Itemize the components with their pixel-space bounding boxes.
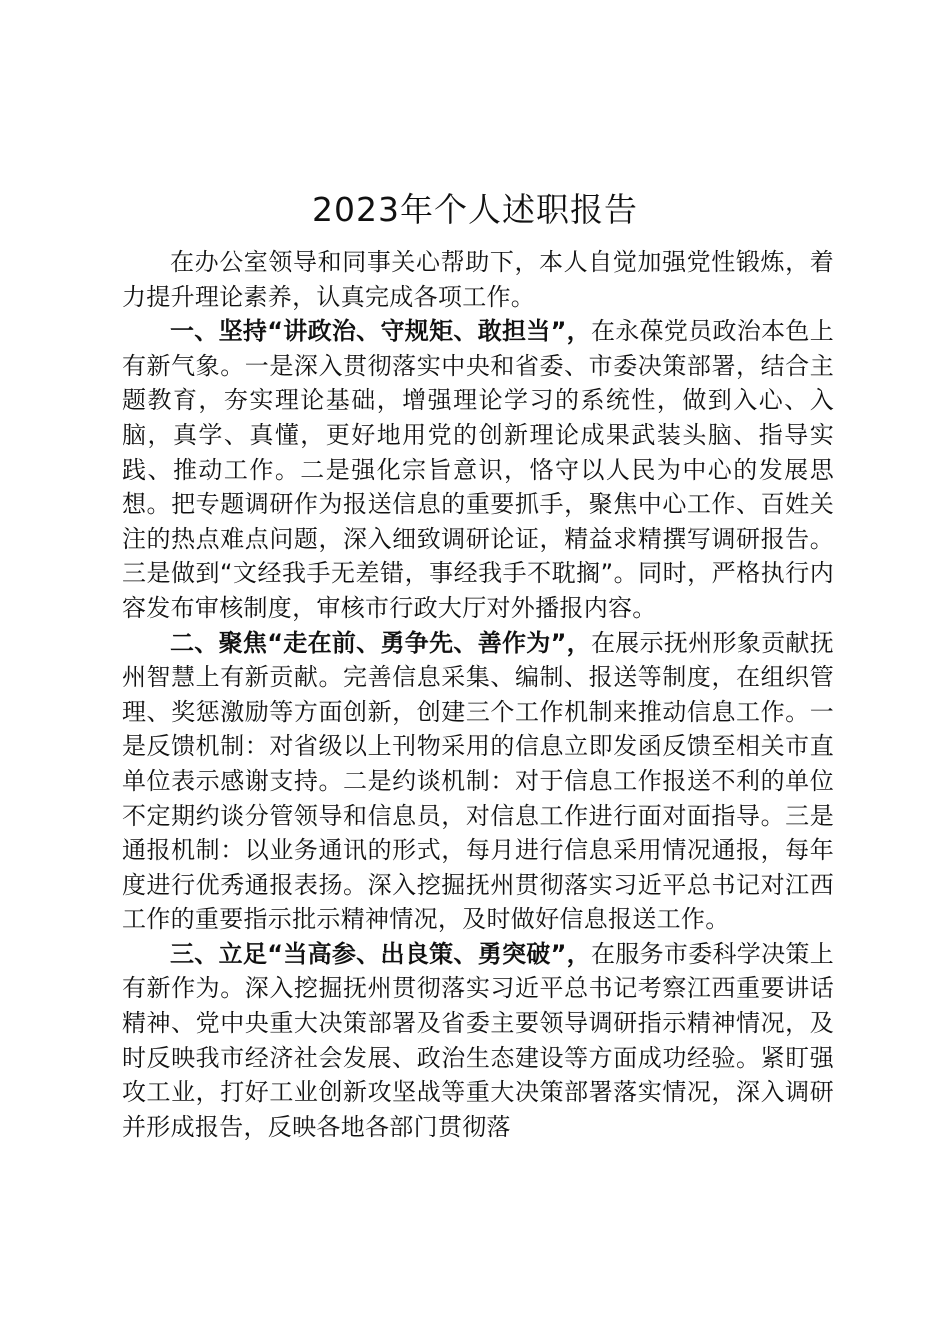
section-heading: 二、聚焦“走在前、勇争先、善作为”， xyxy=(170,628,591,657)
section-heading: 三、立足“当高参、出良策、勇突破”， xyxy=(170,939,591,968)
paragraph-text: 在服务市委科学决策上有新作为。深入挖掘抚州贯彻落实习近平总书记考察江西重要讲话精神、党中央重大决策部署及省委主要领导调研指示精神情况，及时反映我市经济社会发展、政治生态建设等方面成功经验。紧盯强攻工业，打好工业创新攻坚战等重大决策部署落实情况，深入调研并形成报告，反映各地各部门贯彻落 xyxy=(122,939,834,1141)
paragraph-intro xyxy=(122,245,834,314)
paragraph-text: 在展示抚州形象贡献抚州智慧上有新贡献。完善信息采集、编制、报送等制度，在组织管理、奖惩激励等方面创新，创建三个工作机制来推动信息工作。一是反馈机制：对省级以上刊物采用的信息立即发函反馈至相关市直单位表示感谢支持。二是约谈机制：对于信息工作报送不利的单位不定期约谈分管领导和信息员，对信息工作进行面对面指导。三是通报机制：以业务通讯的形式，每月进行信息采用情况通报，每年度进行优秀通报表扬。深入挖掘抚州贯彻落实习近平总书记对江西工作的重要指示批示精神情况，及时做好信息报送工作。 xyxy=(122,628,834,934)
paragraph-text: 在办公室领导和同事关心帮助下，本人自觉加强党性锻炼，着力提升理论素养，认真完成各项工作。 xyxy=(122,248,834,311)
document-body xyxy=(122,245,834,1144)
document-title: 2023年个人述职报告 xyxy=(312,190,638,229)
section-heading: 一、坚持“讲政治、守规矩、敢担当”， xyxy=(170,317,591,346)
paragraph-section-2 xyxy=(122,626,834,937)
paragraph-text: 在永葆党员政治本色上有新气象。一是深入贯彻落实中央和省委、市委决策部署，结合主题教育，夯实理论基础，增强理论学习的系统性，做到入心、入脑，真学、真懂，更好地用党的创新理论成果武装头脑、指导实践、推动工作。二是强化宗旨意识，恪守以人民为中心的发展思想。把专题调研作为报送信息的重要抓手，聚焦中心工作、百姓关注的热点难点问题，深入细致调研论证，精益求精撰写调研报告。三是做到“文经我手无差错，事经我手不耽搁”。同时，严格执行内容发布审核制度，审核市行政大厅对外播报内容。 xyxy=(122,317,834,622)
paragraph-section-3 xyxy=(122,937,834,1145)
paragraph-section-1 xyxy=(122,314,834,625)
